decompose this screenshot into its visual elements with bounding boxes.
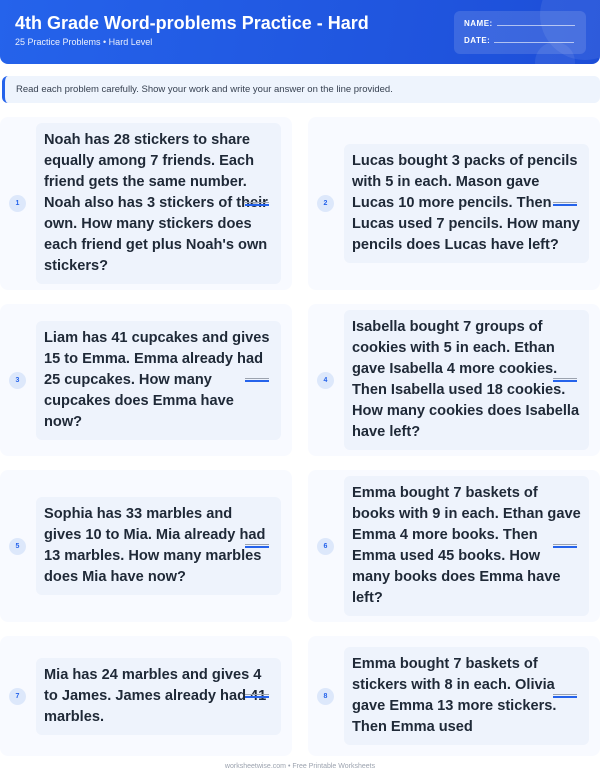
- problem-card: [308, 304, 600, 456]
- problem-number-badge: 6: [317, 538, 334, 555]
- problem-card: [308, 470, 600, 622]
- problem-number-badge: 2: [317, 195, 334, 212]
- date-label: DATE:: [464, 36, 491, 45]
- footer: worksheetwise.com • Free Printable Worksheets: [224, 763, 376, 770]
- problem-card: [308, 636, 600, 756]
- name-label: NAME:: [464, 19, 493, 28]
- answer-line[interactable]: [245, 378, 269, 382]
- instructions: Read each problem carefully. Show your work and write your answer on the line provided.: [2, 76, 600, 103]
- problem-card: [0, 470, 292, 622]
- answer-line[interactable]: [245, 202, 269, 206]
- problem-text: Noah has 28 stickers to share equally among 7 friends. Each friend gets the same number. Noah also has 3 stickers of their own. How many stickers does each friend get plus Noah's own stickers?: [36, 123, 281, 284]
- problem-text: Emma bought 7 baskets of stickers with 8 in each. Olivia gave Emma 13 more stickers. Then Emma used: [344, 647, 589, 745]
- answer-line[interactable]: [553, 378, 577, 382]
- problem-text: Sophia has 33 marbles and gives 10 to Mia. Mia already had 13 marbles. How many marbles does Mia have now?: [36, 497, 281, 595]
- problem-card: [308, 117, 600, 290]
- date-field[interactable]: [494, 42, 574, 43]
- answer-line[interactable]: [553, 544, 577, 548]
- problem-text: Mia has 24 marbles and gives 4 to James. James already had 41 marbles.: [36, 658, 281, 735]
- answer-line[interactable]: [245, 544, 269, 548]
- answer-line[interactable]: [245, 694, 269, 698]
- problem-number-badge: 5: [9, 538, 26, 555]
- problem-card: [0, 117, 292, 290]
- problem-text: Emma bought 7 baskets of books with 9 in each. Ethan gave Emma 4 more books. Then Emma used 45 books. How many books does Emma have left?: [344, 476, 589, 616]
- answer-line[interactable]: [553, 202, 577, 206]
- problem-number-badge: 1: [9, 195, 26, 212]
- problem-number-badge: 4: [317, 372, 334, 389]
- problem-number-badge: 7: [9, 688, 26, 705]
- problem-number-badge: 3: [9, 372, 26, 389]
- problem-text: Lucas bought 3 packs of pencils with 5 in each. Mason gave Lucas 10 more pencils. Then Lucas used 7 pencils. How many pencils does Lucas have left?: [344, 144, 589, 263]
- problem-grid: [0, 117, 600, 756]
- answer-line[interactable]: [553, 694, 577, 698]
- page-title: 4th Grade Word-problems Practice - Hard: [15, 13, 369, 33]
- problem-text: Isabella bought 7 groups of cookies with 5 in each. Ethan gave Isabella 4 more cookies. Then Isabella used 18 cookies. How many cookies does Isabella have left?: [344, 310, 589, 450]
- problem-number-badge: 8: [317, 688, 334, 705]
- problem-card: [0, 304, 292, 456]
- name-field[interactable]: [497, 25, 575, 26]
- problem-card: [0, 636, 292, 756]
- page-subtitle: 25 Practice Problems • Hard Level: [15, 37, 153, 47]
- worksheet-header: [0, 0, 600, 64]
- name-date-box: [454, 11, 586, 54]
- problem-text: Liam has 41 cupcakes and gives 15 to Emma. Emma already had 25 cupcakes. How many cupcakes does Emma have now?: [36, 321, 281, 440]
